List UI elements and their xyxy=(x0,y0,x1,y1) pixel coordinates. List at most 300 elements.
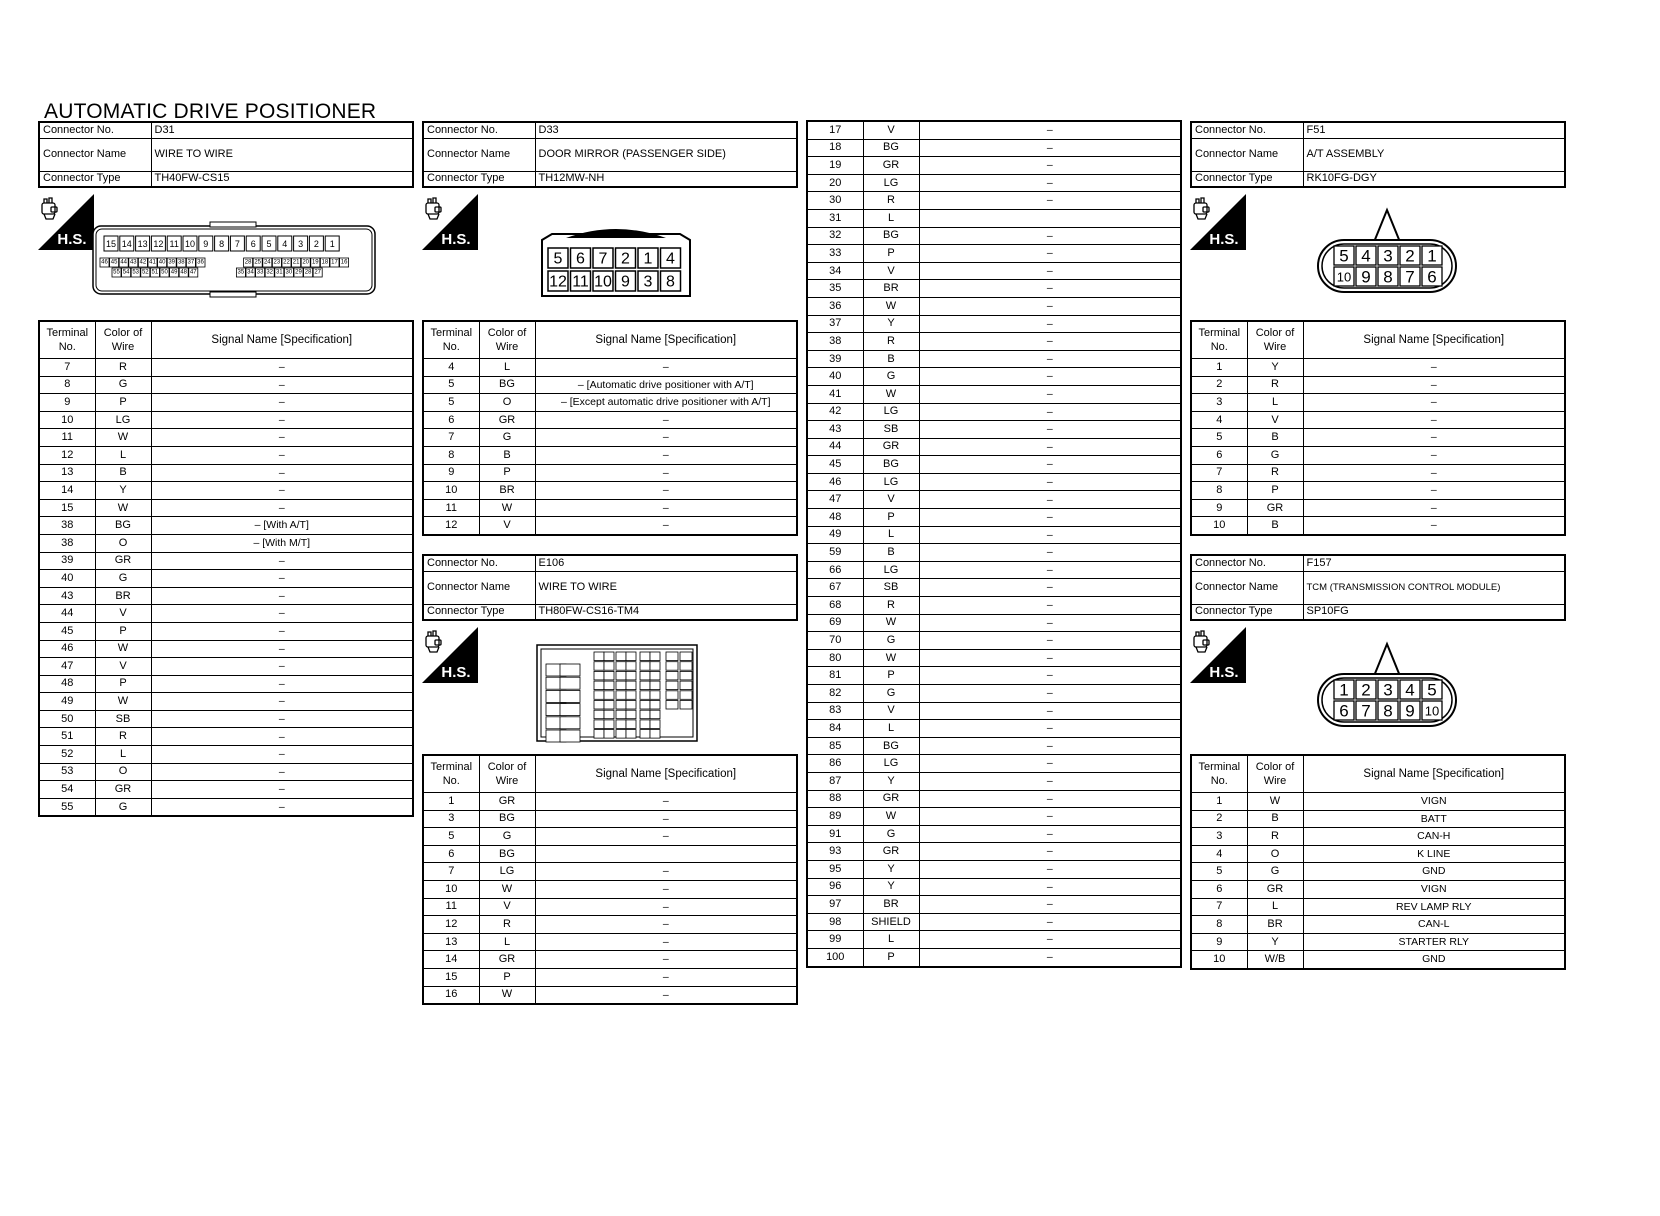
table-row xyxy=(807,702,1181,720)
pin-label: 9 xyxy=(1361,267,1371,287)
wire-color-cell: GR xyxy=(95,781,151,799)
terminal-no-cell: 20 xyxy=(807,174,863,192)
terminal-no-cell: 48 xyxy=(39,675,95,693)
terminal-no-cell: 37 xyxy=(807,315,863,333)
terminal-no-cell: 47 xyxy=(39,658,95,676)
pin-label: 7 xyxy=(1361,701,1371,721)
table-row xyxy=(39,728,413,746)
pin-label: 10 xyxy=(1336,269,1352,285)
svg-text:H.S.: H.S. xyxy=(441,664,471,681)
table-header-row xyxy=(1191,755,1565,793)
connector-face-f157 xyxy=(1314,640,1462,732)
pin-label: 48 xyxy=(180,269,188,276)
signal-name-cell: – xyxy=(535,517,797,535)
connector-type-value: TH40FW-CS15 xyxy=(151,171,413,187)
terminal-no-cell: 19 xyxy=(807,157,863,175)
signal-name-cell: – xyxy=(151,675,413,693)
table-row xyxy=(807,491,1181,509)
wire-color-cell: P xyxy=(863,667,919,685)
table-row xyxy=(423,429,797,447)
table-row xyxy=(807,878,1181,896)
pin-label: 47 xyxy=(189,269,197,276)
table-row xyxy=(807,209,1181,227)
terminal-no-cell: 5 xyxy=(423,394,479,412)
pin-label: 52 xyxy=(141,269,149,276)
terminal-no-cell: 2 xyxy=(1191,376,1247,394)
table-row xyxy=(39,798,413,816)
pin-table-d33 xyxy=(422,320,798,536)
terminal-no-cell: 93 xyxy=(807,843,863,861)
connector-face-d33 xyxy=(540,218,692,300)
terminal-no-header: Terminal No. xyxy=(1191,755,1247,793)
signal-name-cell: – xyxy=(1303,394,1565,412)
signal-name-cell: K LINE xyxy=(1303,845,1565,863)
connector-name-label: Connector Name xyxy=(39,138,151,171)
pin-cavity xyxy=(604,691,614,700)
table-row xyxy=(807,456,1181,474)
pin-cavity xyxy=(626,720,636,729)
pin-cavity xyxy=(650,691,660,700)
signal-name-cell: – xyxy=(919,931,1181,949)
wire-color-cell: Y xyxy=(95,482,151,500)
table-row xyxy=(807,280,1181,298)
terminal-no-cell: 8 xyxy=(1191,916,1247,934)
table-row xyxy=(423,376,797,394)
wire-color-cell: V xyxy=(863,491,919,509)
pin-cavity xyxy=(616,720,626,729)
pin-label: 2 xyxy=(1361,680,1371,700)
pin-label: 29 xyxy=(295,269,302,276)
wire-color-cell: B xyxy=(95,464,151,482)
wire-color-cell: L xyxy=(95,746,151,764)
pin-label: 4 xyxy=(1405,680,1415,700)
connector-name-value: TCM (TRANSMISSION CONTROL MODULE) xyxy=(1303,571,1565,604)
wire-color-cell: W xyxy=(95,499,151,517)
wire-color-cell: L xyxy=(863,526,919,544)
wire-color-cell: G xyxy=(479,429,535,447)
pin-cavity xyxy=(616,691,626,700)
wire-color-cell: O xyxy=(95,763,151,781)
pin-cavity xyxy=(616,701,626,710)
pin-label: 5 xyxy=(1427,680,1437,700)
connector-face-d31 xyxy=(92,220,378,298)
pin-label: 21 xyxy=(292,259,300,266)
pin-cavity xyxy=(616,710,626,719)
terminal-no-cell: 18 xyxy=(807,139,863,157)
wire-color-cell: BR xyxy=(95,587,151,605)
pin-label: 5 xyxy=(266,239,272,249)
signal-name-cell: – xyxy=(1303,464,1565,482)
connector-type-label: Connector Type xyxy=(39,171,151,187)
pin-cavity xyxy=(640,662,650,671)
table-header-row xyxy=(423,321,797,359)
table-row xyxy=(1191,933,1565,951)
wire-color-cell: R xyxy=(863,333,919,351)
pin-cavity xyxy=(650,710,660,719)
pin-label: 13 xyxy=(137,239,148,249)
table-row xyxy=(807,139,1181,157)
table-row xyxy=(423,880,797,898)
signal-name-cell: – xyxy=(151,640,413,658)
pin-label: 20 xyxy=(302,259,310,266)
wire-color-cell: GR xyxy=(863,790,919,808)
table-row xyxy=(807,385,1181,403)
terminal-no-cell: 15 xyxy=(423,968,479,986)
table-row xyxy=(807,808,1181,826)
wire-color-cell: L xyxy=(863,720,919,738)
page-title: AUTOMATIC DRIVE POSITIONER xyxy=(44,100,377,123)
hs-badge-icon xyxy=(38,194,94,250)
wire-color-cell: L xyxy=(95,446,151,464)
pin-cavity xyxy=(604,652,614,661)
table-row xyxy=(1191,394,1565,412)
terminal-no-cell: 49 xyxy=(807,526,863,544)
table-header-row xyxy=(423,755,797,793)
pin-label: 1 xyxy=(643,250,653,268)
table-row xyxy=(39,429,413,447)
table-row xyxy=(423,863,797,881)
connector-type-value: SP10FG xyxy=(1303,604,1565,620)
signal-name-cell: – xyxy=(919,526,1181,544)
pin-label: 10 xyxy=(1424,703,1440,719)
pin-cavity xyxy=(626,652,636,661)
signal-name-cell: – [With M/T] xyxy=(151,534,413,552)
pin-label: 16 xyxy=(340,259,348,266)
pin-label: 37 xyxy=(187,259,195,266)
connector-name-label: Connector Name xyxy=(1191,571,1303,604)
pin-label: 4 xyxy=(282,239,288,249)
pin-label: 5 xyxy=(553,250,563,268)
signal-name-cell: – xyxy=(919,121,1181,139)
pin-cavity xyxy=(666,681,678,690)
terminal-no-cell: 51 xyxy=(39,728,95,746)
terminal-no-cell: 5 xyxy=(423,828,479,846)
terminal-no-cell: 7 xyxy=(1191,898,1247,916)
terminal-no-cell: 38 xyxy=(39,517,95,535)
pin-cavity xyxy=(666,701,678,710)
signal-name-cell: – xyxy=(151,570,413,588)
pin-cavity xyxy=(560,664,580,676)
terminal-no-cell: 7 xyxy=(423,863,479,881)
wire-color-cell: LG xyxy=(863,561,919,579)
pin-cavity xyxy=(666,691,678,700)
hs-badge-icon xyxy=(422,627,478,683)
connector-no-label: Connector No. xyxy=(423,555,535,571)
wire-color-cell: R xyxy=(95,359,151,377)
table-row xyxy=(39,359,413,377)
terminal-no-cell: 12 xyxy=(39,446,95,464)
terminal-no-cell: 80 xyxy=(807,649,863,667)
wire-color-cell: BR xyxy=(479,482,535,500)
table-row xyxy=(39,781,413,799)
pin-label: 27 xyxy=(314,269,322,276)
wire-color-cell: W xyxy=(863,385,919,403)
table-row xyxy=(39,746,413,764)
terminal-no-cell: 3 xyxy=(1191,394,1247,412)
pin-table-f157 xyxy=(1190,754,1566,970)
terminal-no-cell: 41 xyxy=(807,385,863,403)
wire-color-cell: G xyxy=(479,828,535,846)
wire-color-cell: W xyxy=(863,614,919,632)
terminal-no-cell: 12 xyxy=(423,517,479,535)
terminal-no-cell: 98 xyxy=(807,913,863,931)
pin-label: 7 xyxy=(1405,267,1415,287)
wire-color-cell: P xyxy=(95,394,151,412)
signal-name-cell: VIGN xyxy=(1303,793,1565,811)
wire-color-cell: P xyxy=(95,622,151,640)
wire-color-cell: LG xyxy=(863,473,919,491)
pin-label: 2 xyxy=(1405,246,1415,266)
pin-label: 4 xyxy=(666,250,675,268)
connector-type-label: Connector Type xyxy=(423,171,535,187)
pin-cavity xyxy=(616,671,626,680)
signal-name-cell: – xyxy=(1303,482,1565,500)
table-row xyxy=(807,755,1181,773)
terminal-no-cell: 1 xyxy=(1191,359,1247,377)
terminal-no-cell: 9 xyxy=(1191,933,1247,951)
terminal-no-cell: 50 xyxy=(39,710,95,728)
pin-label: 39 xyxy=(168,259,176,266)
signal-name-cell: – xyxy=(535,933,797,951)
signal-name-cell: – xyxy=(919,896,1181,914)
terminal-no-cell: 14 xyxy=(39,482,95,500)
signal-name-cell: – xyxy=(919,772,1181,790)
signal-name-cell: – xyxy=(919,913,1181,931)
table-row xyxy=(39,570,413,588)
signal-name-cell: – xyxy=(1303,429,1565,447)
pin-cavity xyxy=(594,730,604,739)
pin-label: 23 xyxy=(273,259,281,266)
terminal-no-cell: 95 xyxy=(807,860,863,878)
pin-table-f51 xyxy=(1190,320,1566,536)
terminal-no-cell: 45 xyxy=(807,456,863,474)
wire-color-cell: GR xyxy=(863,843,919,861)
table-row xyxy=(807,860,1181,878)
connector-no-label: Connector No. xyxy=(39,122,151,138)
wire-color-cell: R xyxy=(1247,376,1303,394)
terminal-no-cell: 9 xyxy=(1191,499,1247,517)
connector-name-value: WIRE TO WIRE xyxy=(535,571,797,604)
wire-color-cell: O xyxy=(95,534,151,552)
table-row xyxy=(1191,863,1565,881)
signal-name-cell: – [With A/T] xyxy=(151,517,413,535)
signal-name-cell: – xyxy=(919,368,1181,386)
signal-name-cell: – xyxy=(151,781,413,799)
signal-name-cell: – xyxy=(1303,446,1565,464)
pin-cavity xyxy=(626,691,636,700)
signal-name-cell: – xyxy=(919,702,1181,720)
terminal-no-cell: 15 xyxy=(39,499,95,517)
table-row xyxy=(807,685,1181,703)
signal-name-cell: – xyxy=(919,544,1181,562)
wire-color-cell: V xyxy=(863,262,919,280)
connector-face-f51 xyxy=(1314,206,1462,298)
terminal-no-cell: 42 xyxy=(807,403,863,421)
connector-info-d31 xyxy=(38,121,414,188)
pin-label: 11 xyxy=(169,239,179,249)
terminal-no-cell: 5 xyxy=(1191,863,1247,881)
pin-cavity xyxy=(626,671,636,680)
wire-color-cell: B xyxy=(863,350,919,368)
wire-color-cell: P xyxy=(95,675,151,693)
signal-name-cell: – [Automatic drive positioner with A/T] xyxy=(535,376,797,394)
terminal-no-cell: 13 xyxy=(423,933,479,951)
color-of-wire-header: Color of Wire xyxy=(1247,321,1303,359)
signal-name-cell: – xyxy=(151,587,413,605)
wire-color-cell: L xyxy=(1247,898,1303,916)
signal-name-cell: – xyxy=(151,359,413,377)
signal-name-cell: – xyxy=(151,411,413,429)
signal-name-cell: – xyxy=(919,614,1181,632)
pin-cavity xyxy=(650,662,660,671)
signal-name-cell: – xyxy=(535,429,797,447)
pin-label: 24 xyxy=(263,259,271,266)
signal-name-cell: – xyxy=(535,968,797,986)
table-row xyxy=(807,948,1181,966)
table-row xyxy=(423,359,797,377)
pin-cavity xyxy=(640,701,650,710)
signal-name-cell: – xyxy=(535,793,797,811)
pin-cavity xyxy=(604,671,614,680)
wire-color-cell: Y xyxy=(863,878,919,896)
table-row xyxy=(39,446,413,464)
pin-cavity xyxy=(680,691,692,700)
signal-name-cell: – xyxy=(919,808,1181,826)
pin-label: 22 xyxy=(283,259,290,266)
terminal-no-cell: 35 xyxy=(807,280,863,298)
wire-color-cell: R xyxy=(1247,828,1303,846)
color-of-wire-header: Color of Wire xyxy=(1247,755,1303,793)
table-row xyxy=(807,632,1181,650)
signal-name-cell: – xyxy=(919,649,1181,667)
connector-type-value: TH80FW-CS16-TM4 xyxy=(535,604,797,620)
pin-cavity xyxy=(594,701,604,710)
terminal-no-cell: 10 xyxy=(1191,517,1247,535)
table-row xyxy=(1191,499,1565,517)
pin-label: 33 xyxy=(256,269,264,276)
terminal-no-cell: 4 xyxy=(1191,411,1247,429)
wire-color-cell: V xyxy=(95,658,151,676)
connector-no-value: E106 xyxy=(535,555,797,571)
signal-name-cell: – xyxy=(919,491,1181,509)
table-row xyxy=(807,720,1181,738)
table-row xyxy=(1191,446,1565,464)
table-row xyxy=(807,526,1181,544)
table-row xyxy=(807,157,1181,175)
pin-label: 9 xyxy=(203,239,209,249)
pin-label: 17 xyxy=(331,259,338,266)
terminal-no-cell: 30 xyxy=(807,192,863,210)
terminal-no-cell: 32 xyxy=(807,227,863,245)
pin-label: 10 xyxy=(594,273,612,291)
table-row xyxy=(1191,517,1565,535)
pin-label: 28 xyxy=(304,269,312,276)
table-row xyxy=(1191,359,1565,377)
signal-name-cell: GND xyxy=(1303,951,1565,969)
wire-color-cell: LG xyxy=(95,411,151,429)
table-row xyxy=(807,667,1181,685)
signal-name-header: Signal Name [Specification] xyxy=(535,755,797,793)
pin-label: 7 xyxy=(234,239,240,249)
pin-label: 50 xyxy=(161,269,168,276)
table-row xyxy=(807,614,1181,632)
connector-no-value: F51 xyxy=(1303,122,1565,138)
hs-badge-icon xyxy=(1190,194,1246,250)
wire-color-cell: P xyxy=(863,245,919,263)
pin-cavity xyxy=(626,730,636,739)
connector-no-label: Connector No. xyxy=(1191,122,1303,138)
pin-label: 49 xyxy=(170,269,178,276)
table-header-row xyxy=(39,321,413,359)
terminal-no-cell: 82 xyxy=(807,685,863,703)
table-header-row xyxy=(1191,321,1565,359)
terminal-no-cell: 6 xyxy=(423,411,479,429)
table-row xyxy=(1191,793,1565,811)
pin-label: 1 xyxy=(329,239,335,249)
signal-name-cell: – xyxy=(919,561,1181,579)
terminal-no-cell: 46 xyxy=(807,473,863,491)
table-row xyxy=(423,845,797,863)
signal-name-cell: – [Except automatic drive positioner with A/T] xyxy=(535,394,797,412)
table-row xyxy=(39,552,413,570)
terminal-no-cell: 59 xyxy=(807,544,863,562)
terminal-no-cell: 10 xyxy=(39,411,95,429)
table-row xyxy=(423,828,797,846)
pin-cavity xyxy=(594,681,604,690)
wire-color-cell: V xyxy=(95,605,151,623)
signal-name-cell: – xyxy=(919,403,1181,421)
wire-color-cell: GR xyxy=(1247,499,1303,517)
pin-cavity xyxy=(604,730,614,739)
wire-color-cell: GR xyxy=(863,157,919,175)
terminal-no-cell: 91 xyxy=(807,825,863,843)
wire-color-cell: GR xyxy=(95,552,151,570)
terminal-no-cell: 84 xyxy=(807,720,863,738)
pin-label: 28 xyxy=(244,259,252,266)
terminal-no-header: Terminal No. xyxy=(423,755,479,793)
table-row xyxy=(807,913,1181,931)
signal-name-cell: – xyxy=(535,898,797,916)
terminal-no-cell: 39 xyxy=(39,552,95,570)
pin-label: 1 xyxy=(1427,246,1437,266)
terminal-no-cell: 7 xyxy=(423,429,479,447)
terminal-no-cell: 16 xyxy=(423,986,479,1004)
table-row xyxy=(807,825,1181,843)
connector-no-label: Connector No. xyxy=(423,122,535,138)
wire-color-cell: SB xyxy=(863,579,919,597)
terminal-no-cell: 70 xyxy=(807,632,863,650)
signal-name-cell: – xyxy=(919,579,1181,597)
connector-name-value: A/T ASSEMBLY xyxy=(1303,138,1565,171)
table-row xyxy=(807,544,1181,562)
terminal-no-cell: 11 xyxy=(423,499,479,517)
pin-label: 8 xyxy=(1383,701,1393,721)
wire-color-cell: P xyxy=(863,509,919,527)
signal-name-cell: – xyxy=(1303,517,1565,535)
signal-name-cell: – xyxy=(535,863,797,881)
signal-name-cell: – xyxy=(151,552,413,570)
pin-label: 3 xyxy=(298,239,304,249)
table-row xyxy=(807,509,1181,527)
signal-name-cell xyxy=(919,209,1181,227)
pin-label: 40 xyxy=(158,259,166,266)
wire-color-cell: LG xyxy=(863,403,919,421)
signal-name-cell: – xyxy=(919,473,1181,491)
signal-name-cell: – xyxy=(535,446,797,464)
table-row xyxy=(39,710,413,728)
svg-text:H.S.: H.S. xyxy=(441,231,471,248)
wire-color-cell: BG xyxy=(479,376,535,394)
